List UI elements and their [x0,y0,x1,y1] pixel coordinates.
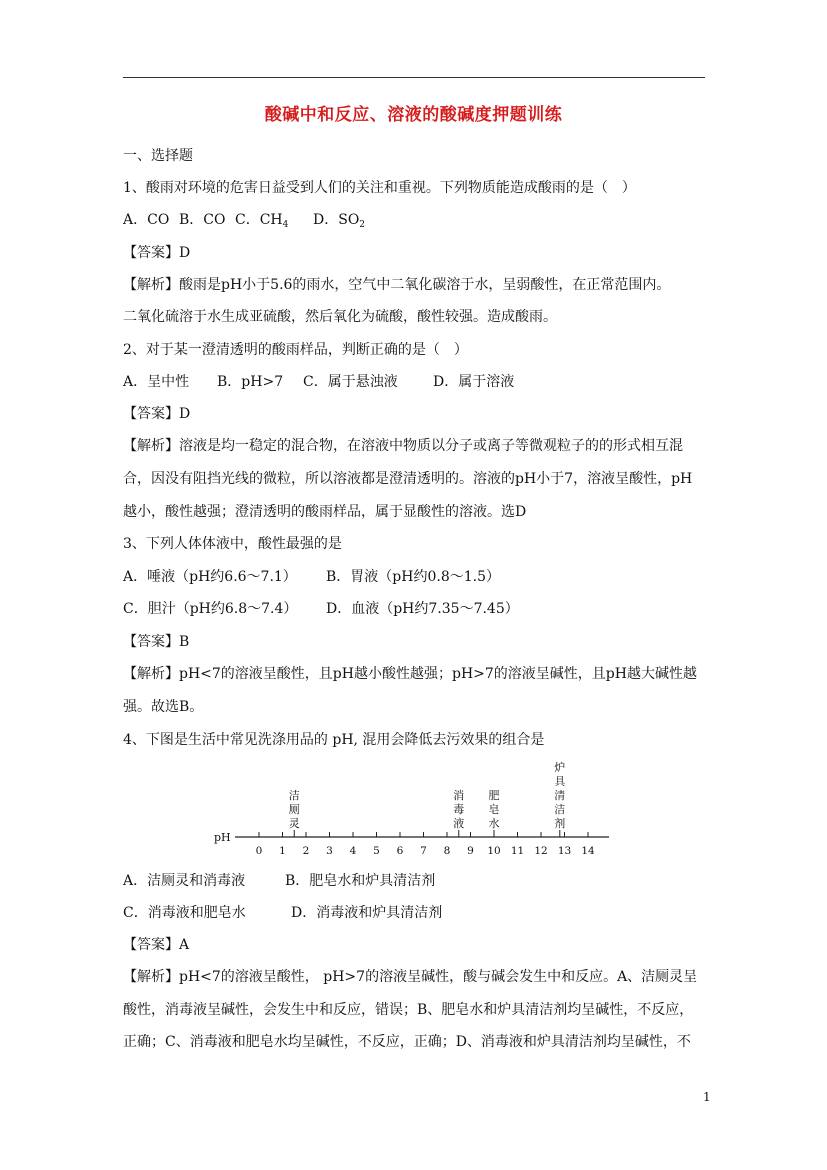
ph-marker-label: 炉 [554,761,566,774]
option-b: B．CO [179,212,226,228]
option-d: D．血液（pH约7.35～7.45） [326,601,519,617]
option-d: D．$SO_2$ [313,212,366,230]
option-c: C．$CH_4$ [235,212,289,230]
question-3-answer: 【答案】B [123,634,190,650]
option-c: C．胆汁（pH约6.8～7.4） [123,601,298,617]
ph-tick-label: 9 [467,845,474,857]
question-2-answer: 【答案】D [123,406,191,422]
ph-tick-label: 0 [255,845,263,857]
question-4-answer: 【答案】A [123,937,190,953]
ph-tick-label: 2 [302,845,310,857]
ph-tick-label: 7 [420,845,427,857]
section-heading: 一、选择题 [123,148,193,164]
option-d: D．属于溶液 [433,374,515,390]
question-1-analysis-line: 【解析】酸雨是pH小于5.6的雨水，空气中二氧化碳溶于水，呈弱酸性，在正常范围内。 [123,277,671,293]
ph-marker-label: 肥 [488,789,500,802]
option-b: B．胃液（pH约0.8～1.5） [326,569,500,585]
ph-tick-label: 3 [326,845,333,857]
question-1-analysis-line: 二氧化硫溶于水生成亚硫酸，然后氧化为硫酸，酸性较强。造成酸雨。 [123,309,557,325]
ph-marker-label: 液 [453,817,465,830]
ph-marker-label: 具 [554,775,566,788]
header-rule [123,77,705,78]
ph-tick-label: 8 [443,845,451,857]
option-a: A．洁厕灵和消毒液 [123,873,246,889]
question-4-analysis-line: 【解析】pH<7的溶液呈酸性， pH>7的溶液呈碱性，酸与碱会发生中和反应。A、洁厕灵呈 [123,969,698,985]
option-b: B．pH>7 [217,374,284,390]
question-3-options-row2 [123,599,519,619]
ph-axis-label: pH [214,831,231,844]
page-number: 1 [703,1090,711,1104]
ph-marker-label: 消 [453,789,465,802]
option-a: A．唾液（pH约6.6～7.1） [123,569,297,585]
question-2-stem: 2、对于某一澄清透明的酸雨样品，判断正确的是（ ） [123,342,468,358]
ph-marker-label: 剂 [554,817,566,830]
option-c: C．消毒液和肥皂水 [123,905,246,921]
ph-tick-label: 14 [581,845,595,857]
ph-marker-label: 洁 [554,803,566,816]
ph-tick-label: 10 [487,845,501,857]
ph-tick-label: 12 [534,845,548,857]
ph-marker-label: 厕 [288,803,300,816]
question-3-stem: 3、下列人体体液中，酸性最强的是 [123,536,342,552]
ph-marker-label: 毒 [453,803,465,816]
option-b: B．肥皂水和炉具清洁剂 [285,873,436,889]
option-a: A．呈中性 [123,374,190,390]
question-3-analysis-line: 强。故选B。 [123,699,204,715]
question-4-options-row1 [123,871,435,891]
ph-marker-label: 清 [554,789,566,802]
ph-tick-label: 5 [373,845,380,857]
page-title: 酸碱中和反应、溶液的酸碱度押题训练 [264,105,563,125]
question-2-options [123,372,514,392]
ph-tick-label: 13 [557,845,572,857]
option-d: D．消毒液和炉具清洁剂 [291,905,443,921]
question-3-options-row1 [123,567,500,587]
option-c: C．属于悬浊液 [303,374,398,390]
question-4-stem: 4、下图是生活中常见洗涤用品的 pH, 混用会降低去污效果的组合是 [123,732,545,748]
ph-tick-label: 11 [510,845,525,857]
question-4-analysis-line: 正确；C、消毒液和肥皂水均呈碱性，不反应，正确；D、消毒液和炉具清洁剂均呈碱性，不 [123,1034,691,1050]
ph-marker-label: 灵 [288,817,300,830]
question-1-options [123,210,365,235]
ph-marker-label: 水 [488,817,500,830]
question-1-stem: 1、酸雨对环境的危害日益受到人们的关注和重视。下列物质能造成酸雨的是（ ） [123,180,636,196]
ph-scale-figure [205,755,625,865]
question-2-analysis-line: 合，因没有阻挡光线的微粒，所以溶液都是澄清透明的。溶液的pH小于7，溶液呈酸性，pH [123,471,693,487]
ph-tick-label: 6 [396,845,404,857]
ph-marker-label: 皂 [488,803,500,816]
question-4-analysis-line: 酸性，消毒液呈碱性，会发生中和反应，错误；B、肥皂水和炉具清洁剂均呈碱性，不反应， [123,1002,694,1018]
question-2-analysis-line: 越小，酸性越强；澄清透明的酸雨样品，属于显酸性的溶液。选D [123,504,527,520]
option-a: A．CO [123,212,170,228]
question-1-answer: 【答案】D [123,245,191,261]
question-2-analysis-line: 【解析】溶液是均一稳定的混合物，在溶液中物质以分子或离子等微观粒子的的形式相互混 [123,438,683,454]
question-4-options-row2 [123,903,442,923]
question-3-analysis-line: 【解析】pH<7的溶液呈酸性，且pH越小酸性越强；pH>7的溶液呈碱性，且pH越大碱性越 [123,666,697,682]
ph-tick-label: 4 [349,845,357,857]
ph-marker-label: 洁 [288,789,300,802]
ph-tick-label: 1 [279,845,286,857]
